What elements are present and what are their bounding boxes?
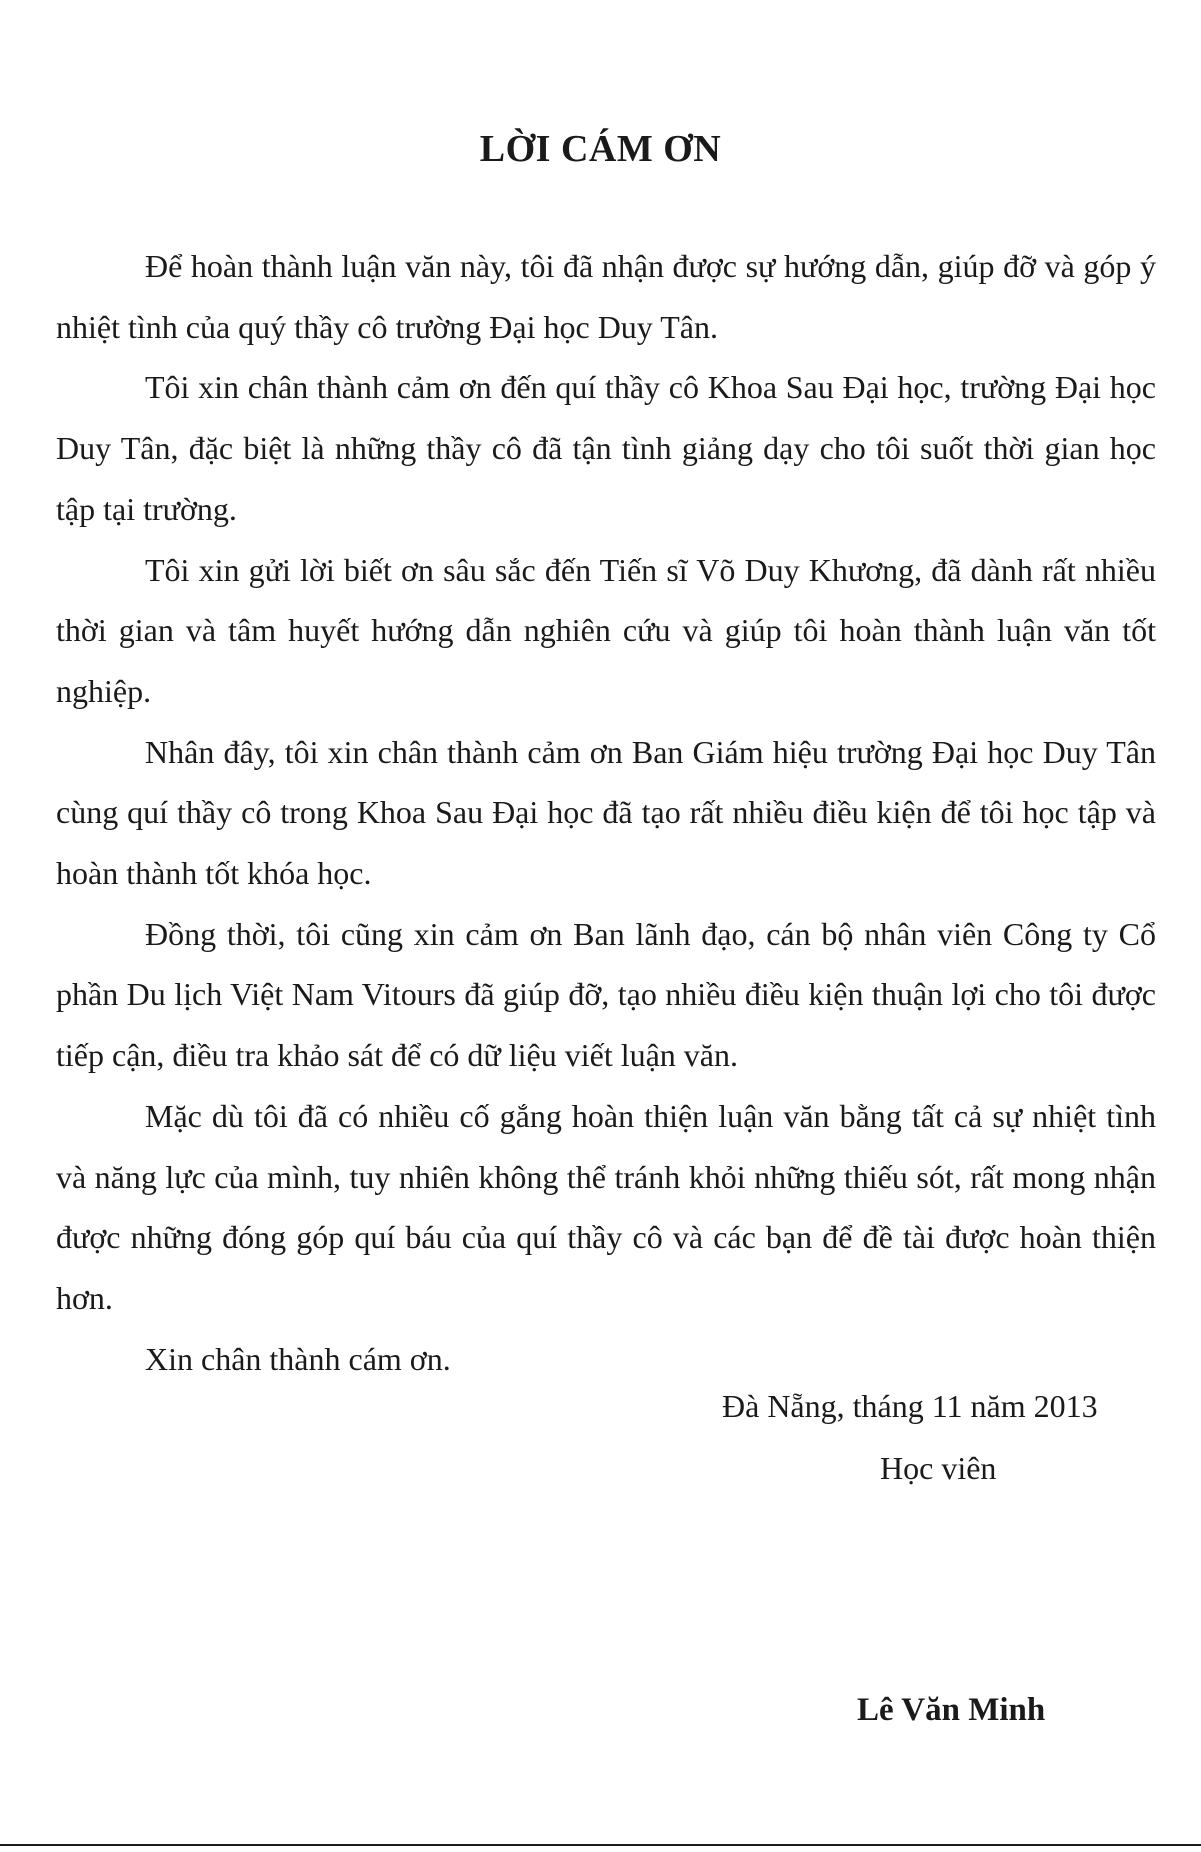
paragraph-4: Nhân đây, tôi xin chân thành cảm ơn Ban Giám hiệu trường Đại học Duy Tân cùng quí thầy cô trong Khoa Sau Đại học đã tạo rất nhiều điều kiện để tôi học tập và hoàn thành tốt khóa học. bbox=[56, 733, 1156, 892]
signer-name: Lê Văn Minh bbox=[857, 1692, 1046, 1728]
closing-line: Xin chân thành cám ơn. bbox=[145, 1340, 451, 1377]
paragraph-2: Tôi xin chân thành cảm ơn đến quí thầy cô Khoa Sau Đại học, trường Đại học Duy Tân, đặc biệt là những thầy cô đã tận tình giảng dạy cho tôi suốt thời gian học tập tại trường. bbox=[56, 369, 1156, 527]
paragraph-3: Tôi xin gửi lời biết ơn sâu sắc đến Tiến sĩ Võ Duy Khương, đã dành rất nhiều thời gian và tâm huyết hướng dẫn nghiên cứu và giúp tôi hoàn thành luận văn tốt nghiệp. bbox=[56, 551, 1156, 709]
paragraph-5: Đồng thời, tôi cũng xin cảm ơn Ban lãnh đạo, cán bộ nhân viên Công ty Cổ phần Du lịch Việt Nam Vitours đã giúp đỡ, tạo nhiều điều kiện thuận lợi cho tôi được tiếp cận, điều tra khảo sát để có dữ liệu viết luận văn. bbox=[56, 915, 1156, 1074]
document-title: LỜI CÁM ƠN bbox=[479, 128, 722, 170]
bottom-divider bbox=[0, 1844, 1201, 1846]
paragraph-1: Để hoàn thành luận văn này, tôi đã nhận được sự hướng dẫn, giúp đỡ và góp ý nhiệt tình của quý thầy cô trường Đại học Duy Tân. bbox=[56, 248, 1156, 345]
paragraph-6: Mặc dù tôi đã có nhiều cố gắng hoàn thiện luận văn bằng tất cả sự nhiệt tình và năng lực của mình, tuy nhiên không thể tránh khỏi những thiếu sót, rất mong nhận được những đóng góp quí báu của quí thầy cô và các bạn để đề tài được hoàn thiện hơn. bbox=[56, 1097, 1156, 1316]
document-body bbox=[56, 236, 1156, 1389]
place-date: Đà Nẵng, tháng 11 năm 2013 bbox=[722, 1388, 1098, 1424]
signer-role: Học viên bbox=[880, 1450, 997, 1486]
